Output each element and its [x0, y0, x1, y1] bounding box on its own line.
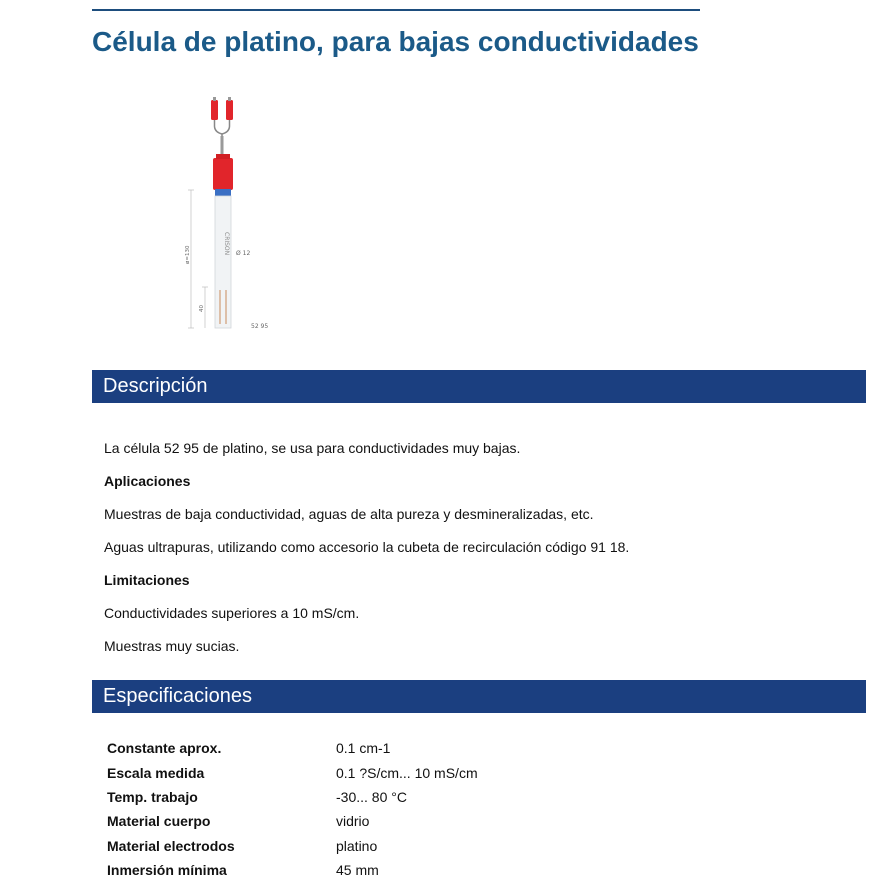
top-rule [92, 9, 700, 11]
dim-total-label: ø=130 [185, 245, 191, 264]
model-label: 52 95 [251, 323, 269, 330]
blue-band [215, 189, 231, 196]
spec-row [107, 736, 667, 760]
section-header-especificaciones: Especificaciones [92, 680, 866, 713]
plug-right [226, 100, 233, 120]
spec-label: Material cuerpo [107, 813, 211, 830]
aplicacion-item: Muestras de baja conductividad, aguas de alta pureza y desmineralizadas, etc. [104, 506, 594, 522]
electrode-body [215, 196, 231, 328]
spec-row [107, 834, 667, 858]
limitaciones-title: Limitaciones [104, 572, 190, 588]
red-head [213, 158, 233, 190]
spec-row [107, 858, 667, 882]
specifications-table [107, 736, 667, 882]
plug-left [211, 100, 218, 120]
spec-value: vidrio [336, 813, 370, 830]
spec-label: Temp. trabajo [107, 788, 198, 805]
spec-label: Constante aprox. [107, 740, 222, 757]
section-header-descripcion: Descripción [92, 370, 866, 403]
spec-label: Material electrodos [107, 837, 235, 854]
product-image [180, 92, 280, 342]
spec-value: 0.1 ?S/cm... 10 mS/cm [336, 764, 478, 781]
spec-row [107, 785, 667, 809]
limitacion-item: Muestras muy sucias. [104, 638, 240, 654]
spec-value: 45 mm [336, 862, 379, 879]
spec-value: -30... 80 °C [336, 788, 407, 805]
spec-label: Escala medida [107, 764, 205, 781]
spec-value: platino [336, 837, 378, 854]
page-title: Célula de platino, para bajas conductividades [92, 26, 699, 57]
limitacion-item: Conductividades superiores a 10 mS/cm. [104, 605, 360, 621]
description-intro: La célula 52 95 de platino, se usa para conductividades muy bajas. [104, 440, 521, 456]
dim-diameter-label: Ø 12 [236, 250, 251, 257]
spec-value: 0.1 cm-1 [336, 740, 391, 757]
aplicacion-item: Aguas ultrapuras, utilizando como accesorio la cubeta de recirculación código 91 18. [104, 539, 630, 555]
dim-bottom-label: 40 [199, 305, 205, 312]
spec-label: Inmersión mínima [107, 862, 227, 879]
spec-row [107, 809, 667, 833]
brand-text: CRISON [223, 232, 230, 256]
aplicaciones-title: Aplicaciones [104, 473, 191, 489]
spec-row [107, 760, 667, 784]
